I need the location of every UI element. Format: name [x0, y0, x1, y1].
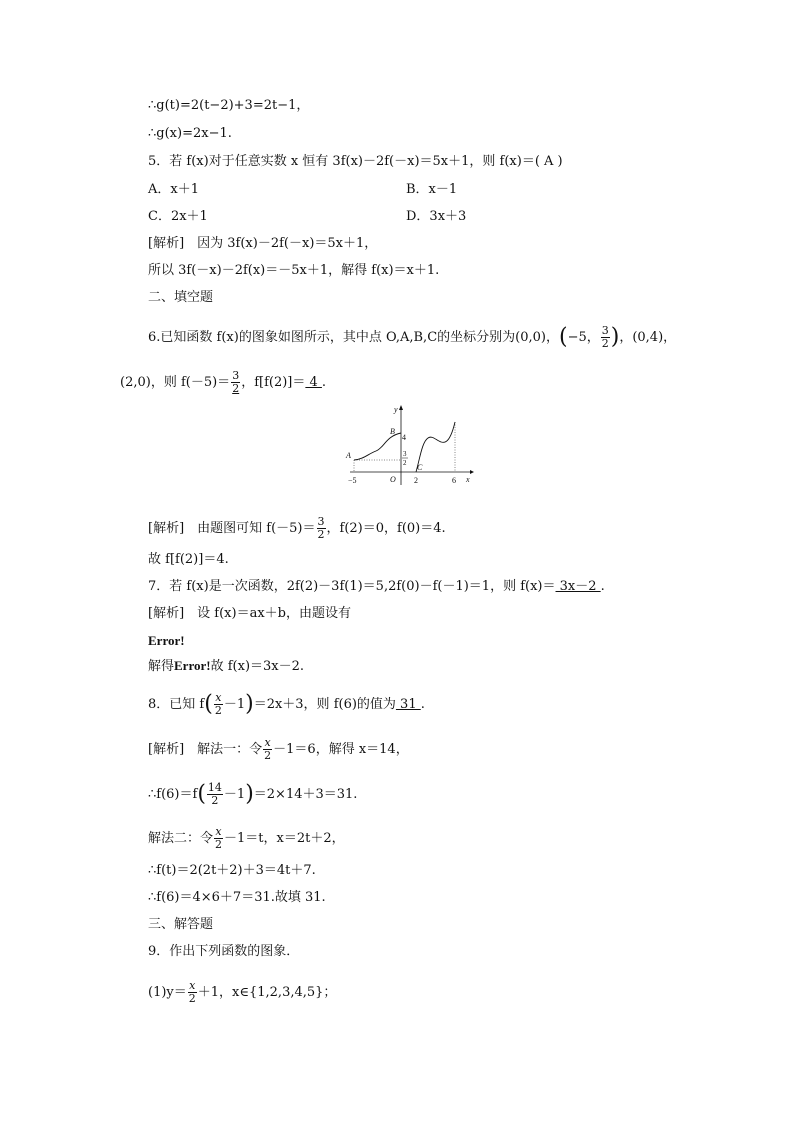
q5-option-d: D．3x＋3 [406, 209, 467, 224]
curve-left [354, 433, 401, 460]
tick-frac-num: 3 [403, 450, 407, 458]
y-axis-label: y [394, 405, 398, 414]
q6-text-c1: (2,0)，则 f(－5)＝ [120, 375, 231, 390]
q8-solution-2: ∴f(6)＝f( $\frac{14}{2}$ －1)＝2×14＋3＝31. [148, 781, 358, 807]
function-graph [340, 400, 480, 490]
x-axis-label: x [466, 475, 470, 484]
point-a-label: A [346, 451, 351, 460]
question-9: 9．作出下列函数的图象． [148, 944, 300, 959]
q7-error-1: Error! [148, 633, 185, 648]
q8-answer-blank: 31 [395, 697, 421, 712]
q6-text-b1: −5， [567, 330, 600, 345]
q5-solution-2: 所以 3f(－x)－2f(x)＝－5x＋1，解得 f(x)＝x＋1. [148, 263, 440, 278]
tick-label-4: 4 [402, 433, 406, 442]
question-7: 7．若 f(x)是一次函数，2f(2)－3f(1)＝5,2f(0)－f(－1)＝1，则 f(x)＝ 3x－2 . [148, 579, 605, 594]
question-5: 5．若 f(x)对于任意实数 x 恒有 3f(x)－2f(－x)＝5x＋1，则 f(x)＝( A ) [148, 154, 563, 169]
q8-fraction: $\frac{x}{2}$ [214, 691, 222, 717]
q8-solution-3: 解法二：令 $\frac{x}{2}$ －1＝t，x＝2t＋2， [148, 825, 345, 851]
question-8: 8．已知 f( $\frac{x}{2}$ －1)＝2x＋3，则 f(6)的值为 31 . [148, 691, 425, 717]
point-c-label: C [417, 463, 423, 472]
q5-solution-1: [解析] 因为 3f(x)－2f(－x)＝5x＋1， [148, 236, 378, 251]
x-axis-arrow [470, 470, 474, 474]
q6-answer-fraction: $\frac{3}{2}$ [232, 369, 240, 395]
q7-solution-2: 解得Error!故 f(x)＝3x－2. [148, 658, 305, 674]
q6-solution-1: [解析] 由题图可知 f(－5)＝ $\frac{3}{2}$ ，f(2)＝0，f(0)＝4. [148, 515, 446, 541]
q6-fraction: $\frac{3}{2}$ [601, 324, 609, 350]
derivation-line-2: ∴g(x)=2x−1. [148, 126, 232, 141]
section-answer: 三、解答题 [148, 917, 214, 932]
q6-text-b2: ，(0,4)， [619, 330, 677, 345]
q6-solution-2: 故 f[f(2)]＝4. [148, 552, 229, 567]
derivation-line-1: ∴g(t)=2(t−2)+3=2t−1， [148, 98, 310, 113]
q6-text-a: 6.已知函数 f(x)的图象如图所示，其中点 O,A,B,C的坐标分别为(0,0)， [148, 330, 559, 345]
q5-option-b: B．x－1 [406, 182, 458, 197]
origin-label: O [390, 475, 396, 484]
paren-close: ) [610, 324, 620, 350]
q9-part-1: (1)y＝ $\frac{x}{2}$ ＋1，x∈{1,2,3,4,5}； [148, 979, 337, 1005]
tick-label-neg5: −5 [348, 476, 357, 485]
y-axis-arrow [399, 405, 403, 410]
q8-solution-1: [解析] 解法一：令 $\frac{x}{2}$ －1＝6，解得 x＝14， [148, 736, 409, 762]
tick-label-2: 2 [414, 476, 418, 485]
q6-text-c3: . [321, 375, 327, 390]
q8-solution-4: ∴f(t)＝2(2t＋2)＋3＝4t＋7. [148, 863, 316, 878]
q5-option-c: C．2x＋1 [148, 209, 208, 224]
q8-solution-5: ∴f(6)＝4×6＋7＝31.故填 31. [148, 890, 326, 905]
question-6-line-1 [148, 325, 676, 350]
tick-label-6: 6 [452, 476, 456, 485]
q6-text-c2: ，f[f(2)]＝ [241, 375, 306, 390]
q7-solution-1: [解析] 设 f(x)＝ax＋b，由题设有 [148, 606, 351, 621]
q7-error-2: Error! [174, 658, 211, 673]
q7-answer-blank: 3x－2 [555, 579, 601, 594]
section-fill-in: 二、填空题 [148, 290, 214, 305]
tick-frac-den: 2 [403, 459, 407, 467]
q5-option-a: A．x＋1 [148, 182, 199, 197]
point-b-label: B [390, 427, 395, 436]
question-6-line-2 [120, 370, 326, 395]
q6-answer-blank: 4 [305, 375, 322, 390]
paren-open: ( [558, 324, 568, 350]
q6-solution-fraction: $\frac{3}{2}$ [317, 515, 325, 541]
